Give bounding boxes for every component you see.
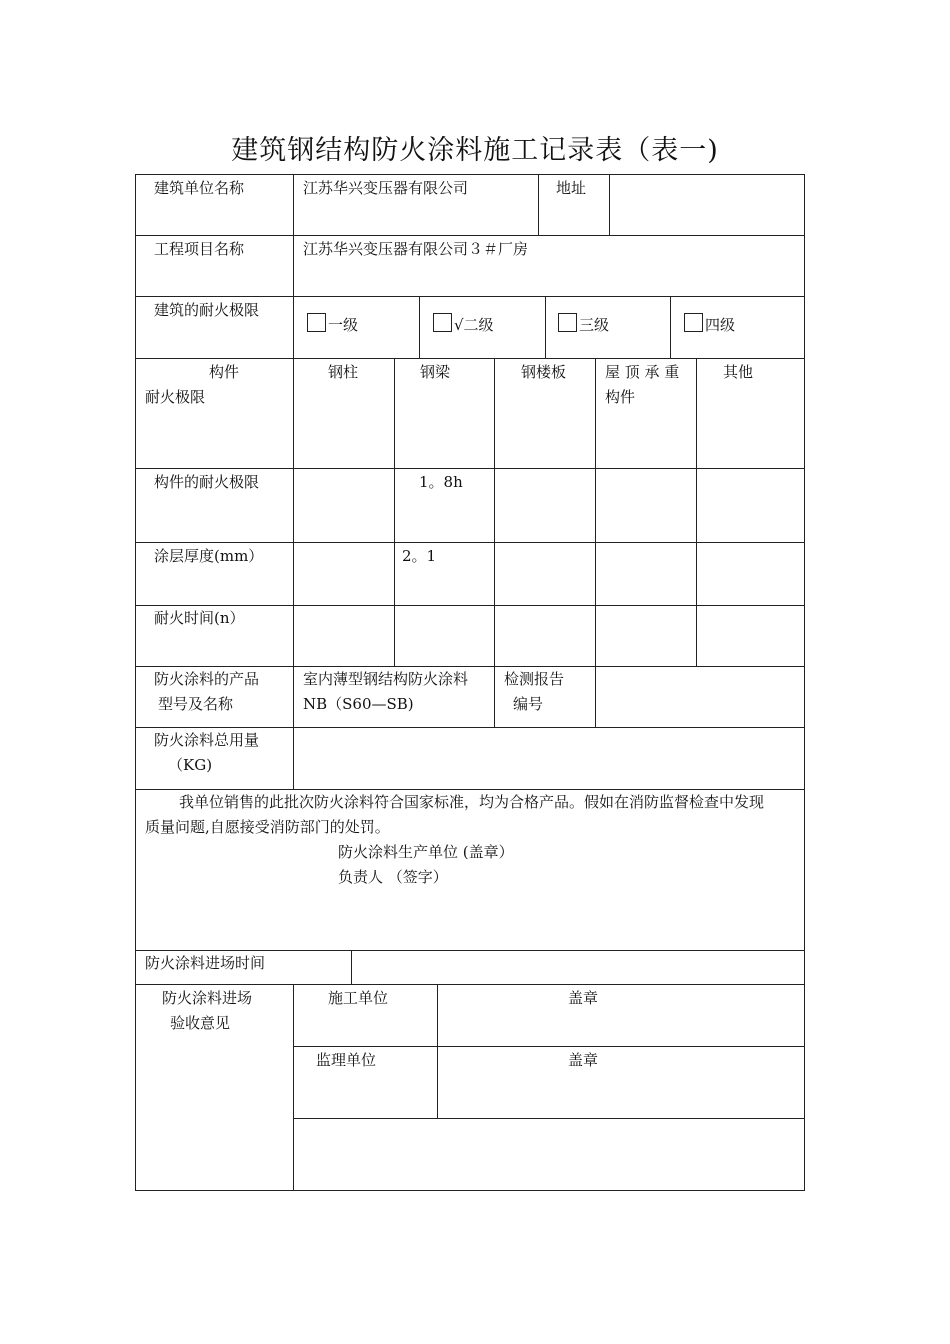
- total-usage-label-line1: 防火涂料总用量: [154, 731, 260, 749]
- project-name-label: 工程项目名称: [154, 240, 245, 258]
- fire-rating-option-2[interactable]: √二级: [433, 313, 494, 336]
- acceptance-label-line2: 验收意见: [170, 1014, 231, 1032]
- construction-stamp-label: 盖章: [568, 989, 599, 1007]
- coating-thickness-label: 涂层厚度(mm）: [154, 547, 264, 565]
- report-label-line2: 编号: [513, 695, 544, 713]
- supervision-stamp-label: 盖章: [568, 1051, 599, 1069]
- statement-text: 我单位销售的此批次防火涂料符合国家标准，均为合格产品。假如在消防监督检查中发现质量问题,自愿接受消防部门的处罚。: [145, 793, 765, 836]
- producer-stamp-label: 防火涂料生产单位 (盖章）: [338, 843, 514, 861]
- product-value[interactable]: 室内薄型钢结构防火涂料 NB（S60—SB): [303, 670, 469, 713]
- building-unit-label: 建筑单位名称: [154, 179, 245, 197]
- total-usage-label-line2: （KG): [168, 756, 213, 774]
- component-header-line1: 构件: [209, 363, 240, 381]
- checkbox-icon: [307, 313, 326, 332]
- construction-unit-label: 施工单位: [328, 989, 389, 1007]
- address-label: 地址: [556, 179, 587, 197]
- report-label-line1: 检测报告: [504, 670, 565, 688]
- column-steel-column: 钢柱: [328, 363, 359, 381]
- person-signature-label: 负责人 （签字）: [338, 868, 448, 886]
- column-steel-floor: 钢楼板: [521, 363, 567, 381]
- record-table: [135, 174, 805, 1191]
- building-unit-value[interactable]: 江苏华兴变压器有限公司: [303, 179, 469, 197]
- component-header-line2: 耐火极限: [145, 388, 206, 406]
- component-rating-steel-beam[interactable]: 1。8h: [419, 473, 463, 491]
- page-title: 建筑钢结构防火涂料施工记录表（表一): [231, 135, 719, 166]
- column-steel-beam: 钢梁: [420, 363, 451, 381]
- checkbox-icon: [684, 313, 703, 332]
- project-name-value[interactable]: 江苏华兴变压器有限公司３＃厂房: [303, 240, 529, 258]
- product-label-line2: 型号及名称: [158, 695, 234, 713]
- checkbox-icon: [433, 313, 452, 332]
- column-roof-bearing: 屋 顶 承 重 构件: [605, 363, 680, 406]
- fire-rating-option-3[interactable]: 三级: [558, 313, 609, 336]
- fire-rating-label: 建筑的耐火极限: [154, 301, 260, 319]
- product-label-line1: 防火涂料的产品: [154, 670, 260, 688]
- column-other: 其他: [723, 363, 754, 381]
- supervision-unit-label: 监理单位: [316, 1051, 377, 1069]
- entry-time-label: 防火涂料进场时间: [145, 954, 266, 972]
- acceptance-label-line1: 防火涂料进场: [162, 989, 253, 1007]
- fire-time-label: 耐火时间(n）: [154, 609, 245, 627]
- fire-rating-option-4[interactable]: 四级: [684, 313, 735, 336]
- fire-rating-option-1[interactable]: 一级: [307, 313, 358, 336]
- checkbox-icon: [558, 313, 577, 332]
- coating-thickness-steel-beam[interactable]: 2。1: [402, 547, 437, 565]
- component-rating-label: 构件的耐火极限: [154, 473, 260, 491]
